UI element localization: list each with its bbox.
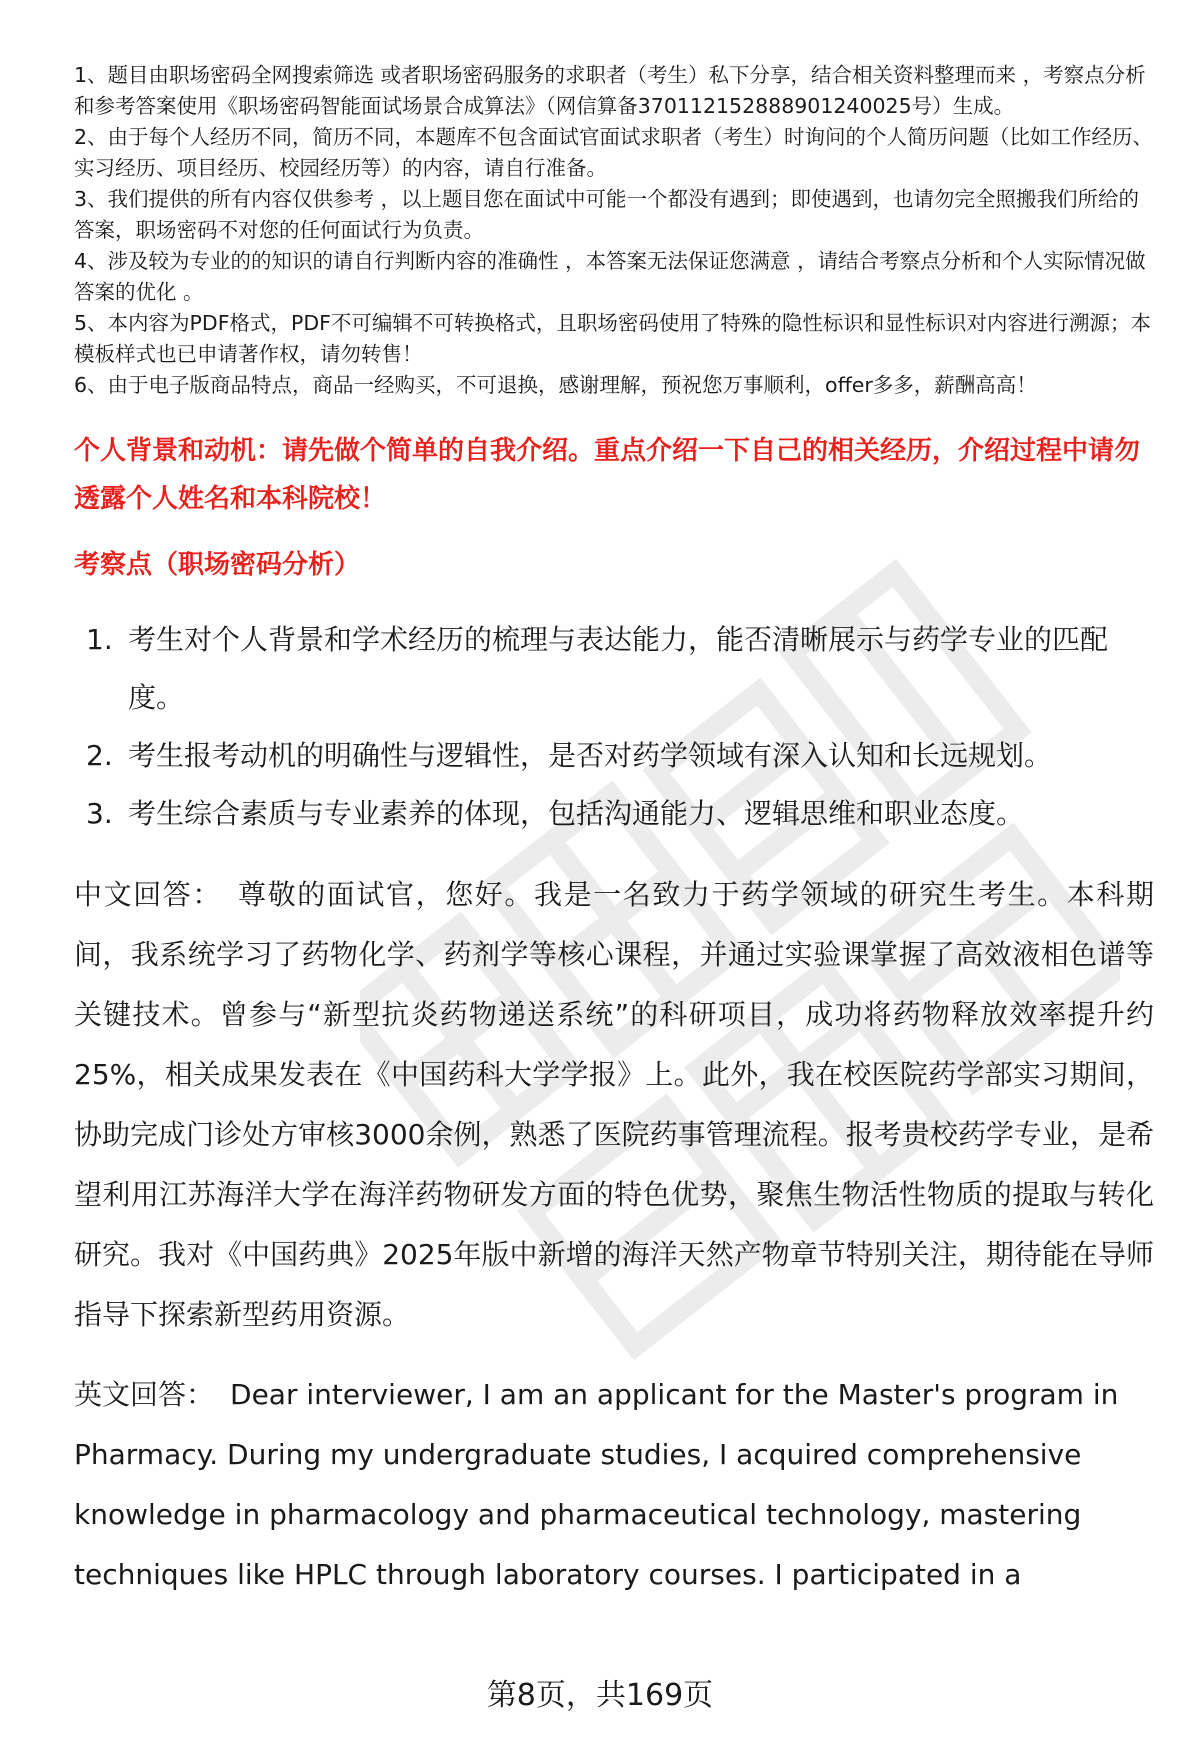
chinese-answer-label: 中文回答：	[74, 878, 222, 911]
notice-item-2: 2、由于每个人经历不同，简历不同，本题库不包含面试官面试求职者（考生）时询问的个人简历问题（比如工作经历、实习经历、项目经历、校园经历等）的内容，请自行准备。	[74, 125, 1154, 180]
analysis-point	[74, 727, 1154, 785]
interview-question: 个人背景和动机：请先做个简单的自我介绍。重点介绍一下自己的相关经历，介绍过程中请勿透露个人姓名和本科院校！	[74, 436, 1141, 514]
analysis-heading: 考察点（职场密码分析）	[74, 550, 361, 580]
chinese-answer-text: 尊敬的面试官，您好。我是一名致力于药学领域的研究生考生。本科期间，我系统学习了药物化学、药剂学等核心课程，并通过实验课掌握了高效液相色谱等关键技术。曾参与“新型抗炎药物递送系统”的科研项目，成功将药物释放效率提升约25%，相关成果发表在《中国药科大学学报》上。此外，我在校医院药学部实习期间，协助完成门诊处方审核3000余例，熟悉了医院药事管理流程。报考贵校药学专业，是希望利用江苏海洋大学在海洋药物研发方面的特色优势，聚焦生物活性物质的提取与转化研究。我对《中国药典》2025年版中新增的海洋天然产物章节特别关注，期待能在导师指导下探索新型药用资源。	[74, 878, 1154, 1331]
notice-item-1: 1、题目由职场密码全网搜索筛选 或者职场密码服务的求职者（考生）私下分享，结合相关资料整理而来 ，考察点分析和参考答案使用《职场密码智能面试场景合成算法》（网信算备370112152888901240025号）生成。	[74, 63, 1146, 118]
notice-item-5: 5、本内容为PDF格式，PDF不可编辑不可转换格式，且职场密码使用了特殊的隐性标识和显性标识对内容进行溯源；本模板样式也已申请著作权，请勿转售！	[74, 311, 1151, 366]
chinese-answer	[74, 865, 1154, 1345]
analysis-point-text: 考生对个人背景和学术经历的梳理与表达能力，能否清晰展示与药学专业的匹配度。	[128, 623, 1109, 714]
english-answer	[74, 1365, 1154, 1605]
analysis-point	[74, 611, 1154, 727]
notice-item-4: 4、涉及较为专业的的知识的请自行判断内容的准确性 ，本答案无法保证您满意 ，请结合考察点分析和个人实际情况做答案的优化 。	[74, 249, 1146, 304]
analysis-point-number: 2.	[86, 739, 113, 772]
english-answer-text: Dear interviewer, I am an applicant for the Master's program in Pharmacy. During my undergraduate studies, I acquired comprehensive knowledge in pharmacology and pharmaceutical technology, mastering techniques like HPLC through laboratory courses. I participated in a	[74, 1378, 1119, 1591]
disclaimer-notice	[74, 60, 1154, 401]
notice-item-3: 3、我们提供的所有内容仅供参考 ，以上题目您在面试中可能一个都没有遇到；即使遇到，也请勿完全照搬我们所给的答案，职场密码不对您的任何面试行为负责。	[74, 187, 1140, 242]
analysis-point	[74, 785, 1154, 843]
english-answer-label: 英文回答：	[74, 1378, 215, 1411]
page-content	[74, 60, 1154, 1605]
page-number-footer: 第8页，共169页	[486, 1678, 714, 1713]
analysis-point-number: 3.	[86, 797, 113, 830]
analysis-point-number: 1.	[86, 623, 113, 656]
analysis-point-text: 考生综合素质与专业素养的体现，包括沟通能力、逻辑思维和职业态度。	[128, 797, 1025, 830]
notice-item-6: 6、由于电子版商品特点，商品一经购买，不可退换，感谢理解，预祝您万事顺利，offer多多，薪酬高高！	[74, 373, 1037, 397]
analysis-point-text: 考生报考动机的明确性与逻辑性，是否对药学领域有深入认知和长远规划。	[128, 739, 1053, 772]
analysis-points-list	[74, 611, 1154, 843]
